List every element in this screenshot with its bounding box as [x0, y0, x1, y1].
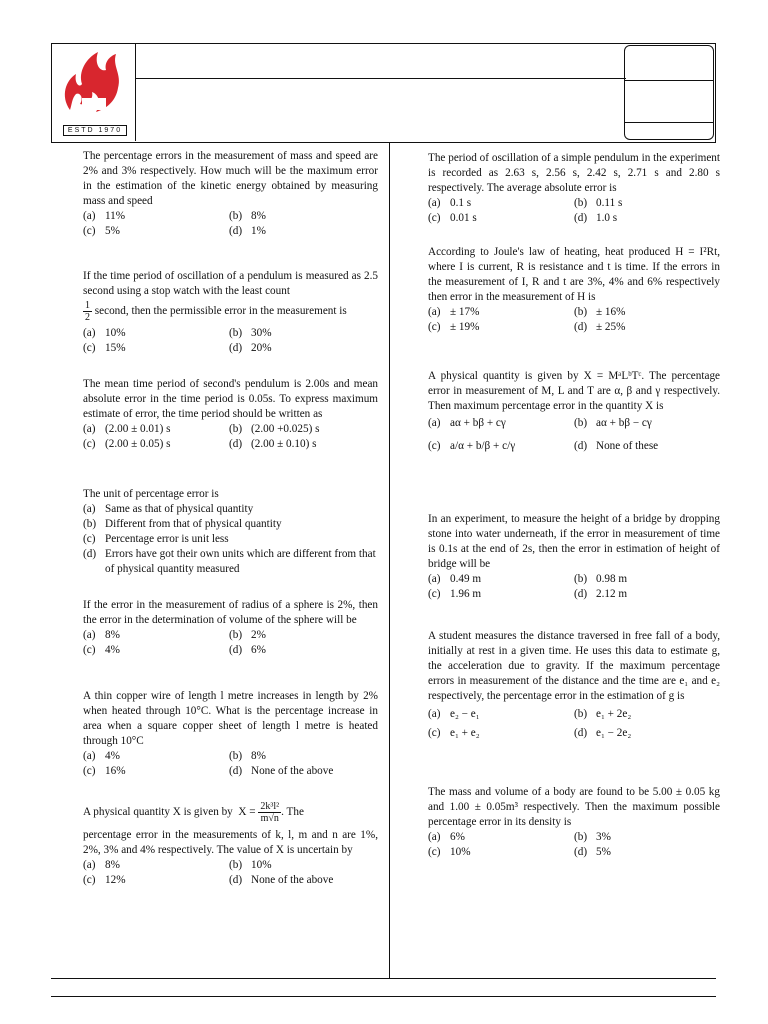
option-c: (2.00 ± 0.05) s	[105, 438, 171, 450]
question-stem: A student measures the distance traversed in free fall of a body, initially at rest in a given time. He uses this data to estimate g, the acceleration due to gravity. If the maximum percentage errors in measurement of the distance and the time are e₁ and e₂ respectively, the percentage error in the estimation of g is	[428, 630, 720, 702]
column-divider	[389, 143, 390, 978]
institute-logo	[52, 44, 136, 141]
option-a: 8%	[105, 629, 120, 641]
option-c: 16%	[105, 765, 126, 777]
option-a: ± 17%	[450, 306, 480, 318]
fraction: $\frac{1}{2}$	[85, 300, 90, 323]
option-c: Percentage error is unit less	[105, 533, 229, 545]
option-d: 1%	[251, 225, 266, 237]
option-c: 15%	[105, 342, 126, 354]
option-b: 8%	[251, 750, 266, 762]
option-b: 0.98 m	[596, 573, 628, 585]
option-c: 12%	[105, 874, 126, 886]
header-rule	[136, 78, 626, 79]
option-b: 2%	[251, 629, 266, 641]
option-b: 10%	[251, 859, 272, 871]
header-side-box	[624, 45, 714, 140]
question-stem: If the time period of oscillation of a pendulum is measured as 2.5 second using a stop watch with the least count	[83, 270, 378, 297]
question-stem: In an experiment, to measure the height of a bridge by dropping stone into water underneath, if the error in measurement of time is 0.1s at the end of 2s, then the error in estimation of height of bridge will be	[428, 513, 720, 570]
option-a: 11%	[105, 210, 126, 222]
flame-icon	[52, 44, 135, 124]
option-d: Errors have got their own units which are different from that of physical quantity measured	[105, 548, 376, 575]
option-a: 0.1 s	[450, 197, 472, 209]
fraction: $\frac{\text{2k³l²}}{m√n}$	[260, 801, 280, 824]
question-6: A thin copper wire of length l metre increases in length by 2% when heated through 10°C. What is the percentage increase in area when a square copper sheet of length l metre is heated through 10°C (a) 4% (b) 8% (c) 16% (d) None of the above	[83, 690, 378, 777]
question-stem: The period of oscillation of a simple pendulum in the experiment is recorded as 2.63 s, 2.56 s, 2.42 s, 2.71 s and 2.80 s respectively. The average absolute error is	[428, 152, 720, 194]
option-d: 2.12 m	[596, 588, 628, 600]
question-stem: A thin copper wire of length l metre increases in length by 2% when heated through 10°C. What is the percentage increase in area when a square copper sheet of length l metre is heated through 10°C	[83, 690, 378, 747]
question-2: If the time period of oscillation of a pendulum is measured as 2.5 second using a stop watch with the least count $\frac{1}{2}$ second, then the permissible error in the measurement is (a) 10% (b) 30% (c) 15% (d) 20%	[83, 270, 378, 354]
option-d: ± 25%	[596, 321, 626, 333]
option-d: (2.00 ± 0.10) s	[251, 438, 317, 450]
option-c: 10%	[450, 846, 471, 858]
option-d: 20%	[251, 342, 272, 354]
option-c: 0.01 s	[450, 212, 477, 224]
option-d: 5%	[596, 846, 611, 858]
logo-estd-text: ESTD 1970	[63, 125, 127, 136]
option-b: e₁ + 2e₂	[596, 708, 632, 720]
option-d: 1.0 s	[596, 212, 618, 224]
question-8: The period of oscillation of a simple pendulum in the experiment is recorded as 2.63 s, 2.56 s, 2.42 s, 2.71 s and 2.80 s respectively. The average absolute error is (a) 0.1 s (b) 0.11 s (c) 0.01 s (d) 1.0 s	[428, 152, 720, 224]
question-9: According to Joule's law of heating, heat produced H = I²Rt, where I is current, R is resistance and t is time. If the errors in the measurement of I, R and t are 3%, 4% and 6% respectively then error in the measurement of H is (a) ± 17% (b) ± 16% (c) ± 19% (d) ± 25%	[428, 246, 720, 333]
question-stem: If the error in the measurement of radius of a sphere is 2%, then the error in the determination of volume of the sphere will be	[83, 599, 378, 626]
option-b: ± 16%	[596, 306, 626, 318]
option-a: (2.00 ± 0.01) s	[105, 423, 171, 435]
option-b: aα + bβ − cγ	[596, 417, 652, 429]
option-c: 4%	[105, 644, 120, 656]
option-b: (2.00 +0.025) s	[251, 423, 320, 435]
question-stem-cont: percentage error in the measurements of k, l, m and n are 1%, 2%, 3% and 4% respectively. The value of X is uncertain by	[83, 829, 378, 856]
option-d: None of the above	[251, 765, 334, 777]
page-header	[51, 43, 716, 143]
option-c: e₁ + e₂	[450, 727, 480, 739]
question-12: A student measures the distance traversed in free fall of a body, initially at rest in a given time. He uses this data to estimate g, the acceleration due to gravity. If the maximum percentage errors in measurement of the distance and the time are e₁ and e₂ respectively, the percentage error in the estimation of g is (a) e₂ − e₁ (b) e₁ + 2e₂ (c) e₁ + e₂ (d) e₁ − 2e₂	[428, 630, 720, 739]
footer-rule-thin	[51, 996, 716, 997]
question-7: A physical quantity X is given by X = $\frac{\text{2k³l²}}{m√n}$ . The percentage error in the measurements of k, l, m and n are 1%, 2%, 3% and 4% respectively. The value of X is uncertain by (a) 8% (b) 10% (c) 12% (d) None of the above	[83, 801, 378, 886]
option-d: e₁ − 2e₂	[596, 727, 632, 739]
question-10: A physical quantity is given by X = MᵃLᵇTᶜ. The percentage error in measurement of M, L and T are α, β and γ respectively. Then maximum percentage error in the quantity X is (a) aα + bβ + cγ (b) aα + bβ − cγ (c) a/α + b/β + c/γ (d) None of these	[428, 370, 720, 452]
option-a: 0.49 m	[450, 573, 482, 585]
question-stem: The percentage errors in the measurement of mass and speed are 2% and 3% respectively. How much will be the maximum error in the estimation of the kinetic energy obtained by measuring mass and speed	[83, 150, 378, 207]
option-d: 6%	[251, 644, 266, 656]
question-stem: A physical quantity is given by X = MᵃLᵇTᶜ. The percentage error in measurement of M, L and T are α, β and γ respectively. Then maximum percentage error in the quantity X is	[428, 370, 720, 412]
option-a: Same as that of physical quantity	[105, 503, 254, 515]
option-d: None of these	[596, 440, 659, 452]
question-stem: The unit of percentage error is	[83, 488, 219, 500]
question-11: In an experiment, to measure the height of a bridge by dropping stone into water underneath, if the error in measurement of time is 0.1s at the end of 2s, then the error in estimation of height of bridge will be (a) 0.49 m (b) 0.98 m (c) 1.96 m (d) 2.12 m	[428, 513, 720, 600]
question-stem: According to Joule's law of heating, heat produced H = I²Rt, where I is current, R is resistance and t is time. If the errors in the measurement of I, R and t are 3%, 4% and 6% respectively then error in the measurement of H is	[428, 246, 720, 303]
option-a: 10%	[105, 327, 126, 339]
option-b: 8%	[251, 210, 266, 222]
question-stem: The mass and volume of a body are found to be 5.00 ± 0.05 kg and 1.00 ± 0.05m³ respectively. Then the maximum possible percentage error in its density is	[428, 786, 720, 828]
question-5: If the error in the measurement of radius of a sphere is 2%, then the error in the determination of volume of the sphere will be (a) 8% (b) 2% (c) 4% (d) 6%	[83, 599, 378, 656]
option-c: 1.96 m	[450, 588, 482, 600]
option-a: 4%	[105, 750, 120, 762]
option-c: ± 19%	[450, 321, 480, 333]
option-a: e₂ − e₁	[450, 708, 480, 720]
question-4: The unit of percentage error is (a) Same as that of physical quantity (b) Different from that of physical quantity (c) Percentage error is unit less (d) Errors have got their own units which are different from that of physical quantity measured	[83, 487, 378, 577]
question-1: The percentage errors in the measurement of mass and speed are 2% and 3% respectively. How much will be the maximum error in the estimation of the kinetic energy obtained by measuring mass and speed (a) 11% (b) 8% (c) 5% (d) 1%	[83, 150, 378, 237]
option-b: Different from that of physical quantity	[105, 518, 282, 530]
question-3: The mean time period of second's pendulum is 2.00s and mean absolute error in the time period is 0.05s. To express maximum estimate of error, the time period should be written as (a) (2.00 ± 0.01) s (b) (2.00 +0.025) s (c) (2.00 ± 0.05) s (d) (2.00 ± 0.10) s	[83, 378, 378, 450]
option-a: 6%	[450, 831, 465, 843]
question-stem: The mean time period of second's pendulum is 2.00s and mean absolute error in the time period is 0.05s. To express maximum estimate of error, the time period should be written as	[83, 378, 378, 420]
option-d: None of the above	[251, 874, 334, 886]
option-a: aα + bβ + cγ	[450, 417, 506, 429]
option-c: 5%	[105, 225, 120, 237]
question-stem: A physical quantity X is given by	[83, 806, 233, 819]
footer-rule	[51, 978, 716, 979]
option-c: a/α + b/β + c/γ	[450, 440, 516, 452]
option-b: 30%	[251, 327, 272, 339]
question-13: The mass and volume of a body are found to be 5.00 ± 0.05 kg and 1.00 ± 0.05m³ respectively. Then the maximum possible percentage error in its density is (a) 6% (b) 3% (c) 10% (d) 5%	[428, 786, 720, 858]
option-b: 3%	[596, 831, 611, 843]
option-b: 0.11 s	[596, 197, 623, 209]
option-a: 8%	[105, 859, 120, 871]
